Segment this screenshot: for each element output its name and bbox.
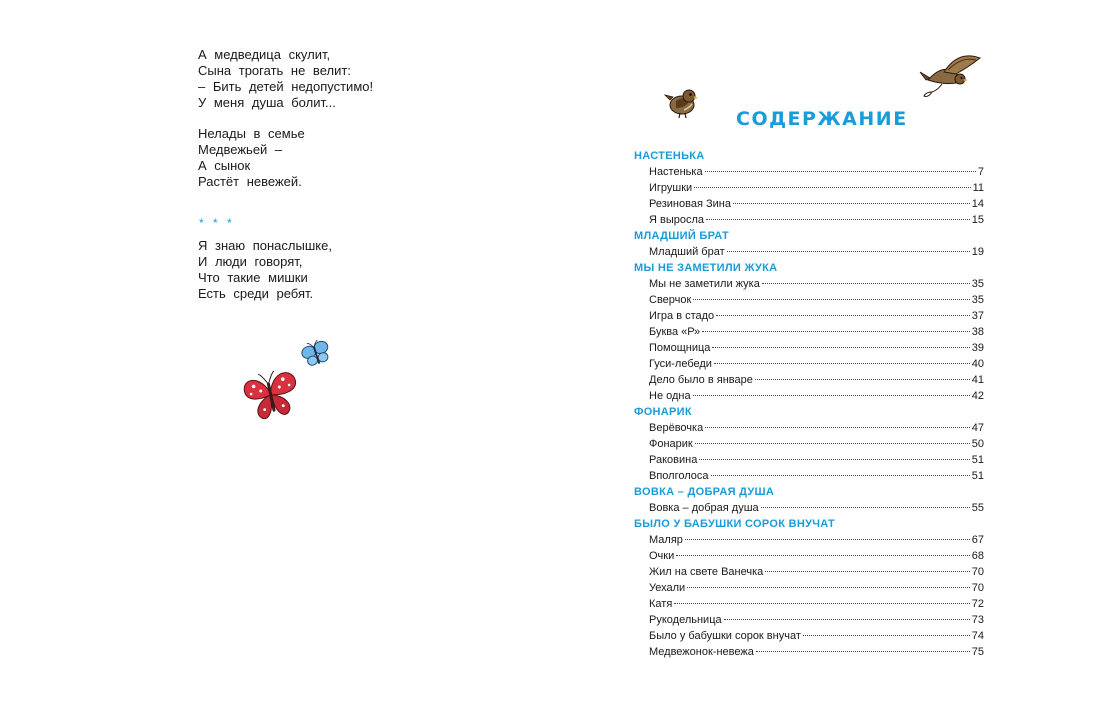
toc-entry xyxy=(634,244,984,260)
toc-entry-page: 38 xyxy=(971,326,984,338)
toc-entry-title: Фонарик xyxy=(649,438,693,450)
toc-entry xyxy=(634,340,984,356)
toc-entry xyxy=(634,420,984,436)
toc-entry xyxy=(634,164,984,180)
toc-entry xyxy=(634,580,984,596)
poem-line: Нелады в семье xyxy=(198,126,305,141)
toc-entry-page: 51 xyxy=(971,470,984,482)
toc-entry-page: 39 xyxy=(971,342,984,354)
toc-entry-page: 41 xyxy=(971,374,984,386)
toc-entry-page: 72 xyxy=(971,598,984,610)
toc-entry-title: Маляр xyxy=(649,534,683,546)
blue-butterfly-icon xyxy=(300,340,334,370)
table-of-contents xyxy=(634,149,984,660)
toc-entry-title: Рукодельница xyxy=(649,614,722,626)
stanza-separator: * * * xyxy=(199,216,235,230)
toc-entry-page: 73 xyxy=(971,614,984,626)
poem-stanza-2 xyxy=(198,126,305,190)
toc-entry xyxy=(634,436,984,452)
toc-entry-title: Я выросла xyxy=(649,214,705,226)
dot-leader xyxy=(711,475,970,476)
toc-entry-title: Игра в стадо xyxy=(649,310,715,322)
dot-leader xyxy=(714,363,970,364)
toc-entry-page: 50 xyxy=(971,438,984,450)
toc-entry-title: Вполголоса xyxy=(649,470,709,482)
dot-leader xyxy=(762,283,970,284)
toc-entry-page: 15 xyxy=(971,214,984,226)
dot-leader xyxy=(702,331,970,332)
toc-entry xyxy=(634,356,984,372)
poem-line: У меня душа болит... xyxy=(198,95,336,110)
poem-line: А медведица скулит, xyxy=(198,47,331,62)
toc-entry-title: Помощница xyxy=(649,342,711,354)
toc-entry xyxy=(634,388,984,404)
toc-title: СОДЕРЖАНИЕ xyxy=(736,108,908,130)
toc-entry-page: 7 xyxy=(977,166,984,178)
poem-line: Растёт невежей. xyxy=(198,174,302,189)
poem-stanza-3 xyxy=(198,238,332,302)
poem-line: Есть среди ребят. xyxy=(198,286,314,301)
poem-line: Медвежьей – xyxy=(198,142,283,157)
toc-entry-page: 74 xyxy=(971,630,984,642)
toc-section-heading: МЫ НЕ ЗАМЕТИЛИ ЖУКА xyxy=(634,262,778,274)
poem-line: И люди говорят, xyxy=(198,254,303,269)
toc-entry-title: Было у бабушки сорок внучат xyxy=(649,630,801,642)
toc-entry-title: Дело было в январе xyxy=(649,374,753,386)
toc-entry-title: Младший брат xyxy=(649,246,725,258)
toc-entry xyxy=(634,196,984,212)
dot-leader xyxy=(761,507,970,508)
toc-entry xyxy=(634,596,984,612)
toc-entry-title: Медвежонок-невежа xyxy=(649,646,754,658)
poem-line: – Бить детей недопустимо! xyxy=(198,79,374,94)
toc-entry-page: 68 xyxy=(971,550,984,562)
toc-entry-title: Не одна xyxy=(649,390,691,402)
right-page xyxy=(550,0,1100,719)
dot-leader xyxy=(693,395,970,396)
toc-section-heading: ФОНАРИК xyxy=(634,406,692,418)
toc-entry-page: 67 xyxy=(971,534,984,546)
dot-leader xyxy=(724,619,970,620)
poem-stanza-1 xyxy=(198,47,373,111)
dot-leader xyxy=(706,219,970,220)
toc-section-heading: НАСТЕНЬКА xyxy=(634,150,705,162)
dot-leader xyxy=(727,251,970,252)
toc-entry xyxy=(634,308,984,324)
toc-entry-title: Очки xyxy=(649,550,675,562)
toc-entry-title: Жил на свете Ванечка xyxy=(649,566,764,578)
toc-entry-title: Гуси-лебеди xyxy=(649,358,712,370)
toc-entry-page: 75 xyxy=(971,646,984,658)
dot-leader xyxy=(712,347,969,348)
dot-leader xyxy=(765,571,969,572)
dot-leader xyxy=(803,635,970,636)
dot-leader xyxy=(733,203,970,204)
toc-entry-title: Игрушки xyxy=(649,182,693,194)
toc-entry xyxy=(634,628,984,644)
dot-leader xyxy=(695,443,970,444)
toc-section-heading: МЛАДШИЙ БРАТ xyxy=(634,230,729,242)
toc-entry-title: Настенька xyxy=(649,166,703,178)
toc-entry xyxy=(634,452,984,468)
toc-section-heading: БЫЛО У БАБУШКИ СОРОК ВНУЧАТ xyxy=(634,518,835,530)
toc-section-heading: ВОВКА – ДОБРАЯ ДУША xyxy=(634,486,775,498)
dot-leader xyxy=(699,459,969,460)
toc-entry-page: 47 xyxy=(971,422,984,434)
toc-entry-page: 70 xyxy=(971,582,984,594)
poem-line: Сына трогать не велит: xyxy=(198,63,351,78)
dot-leader xyxy=(693,299,969,300)
dot-leader xyxy=(674,603,969,604)
toc-entry-title: Вовка – добрая душа xyxy=(649,502,759,514)
toc-entry-title: Резиновая Зина xyxy=(649,198,731,210)
toc-entry xyxy=(634,324,984,340)
toc-entry xyxy=(634,292,984,308)
dot-leader xyxy=(687,587,970,588)
dot-leader xyxy=(705,171,976,172)
toc-entry-page: 35 xyxy=(971,278,984,290)
toc-entry xyxy=(634,564,984,580)
dot-leader xyxy=(756,651,970,652)
dot-leader xyxy=(676,555,970,556)
toc-entry-page: 19 xyxy=(971,246,984,258)
toc-entry-title: Уехали xyxy=(649,582,686,594)
red-butterfly-icon xyxy=(240,368,302,424)
toc-entry xyxy=(634,468,984,484)
toc-entry xyxy=(634,532,984,548)
dot-leader xyxy=(716,315,970,316)
toc-entry-title: Верёвочка xyxy=(649,422,704,434)
toc-entry xyxy=(634,612,984,628)
poem-line: А сынок xyxy=(198,158,251,173)
toc-entry-title: Буква «Р» xyxy=(649,326,701,338)
dot-leader xyxy=(705,427,970,428)
flying-bird-icon xyxy=(918,52,984,102)
dot-leader xyxy=(694,187,970,188)
toc-entry-title: Мы не заметили жука xyxy=(649,278,760,290)
toc-entry-page: 14 xyxy=(971,198,984,210)
toc-entry-page: 35 xyxy=(971,294,984,306)
toc-entry xyxy=(634,180,984,196)
toc-entry xyxy=(634,644,984,660)
sparrow-icon xyxy=(664,86,700,120)
toc-entry-title: Раковина xyxy=(649,454,698,466)
toc-entry-title: Сверчок xyxy=(649,294,692,306)
toc-entry-title: Катя xyxy=(649,598,673,610)
poem-line: Что такие мишки xyxy=(198,270,308,285)
toc-entry xyxy=(634,500,984,516)
dot-leader xyxy=(685,539,970,540)
toc-entry-page: 40 xyxy=(971,358,984,370)
toc-entry xyxy=(634,372,984,388)
toc-entry-page: 42 xyxy=(971,390,984,402)
toc-entry-page: 55 xyxy=(971,502,984,514)
toc-entry xyxy=(634,276,984,292)
toc-entry xyxy=(634,548,984,564)
toc-entry xyxy=(634,212,984,228)
toc-entry-page: 51 xyxy=(971,454,984,466)
toc-entry-page: 37 xyxy=(971,310,984,322)
toc-entry-page: 11 xyxy=(972,182,984,194)
toc-entry-page: 70 xyxy=(971,566,984,578)
poem-line: Я знаю понаслышке, xyxy=(198,238,332,253)
dot-leader xyxy=(755,379,970,380)
